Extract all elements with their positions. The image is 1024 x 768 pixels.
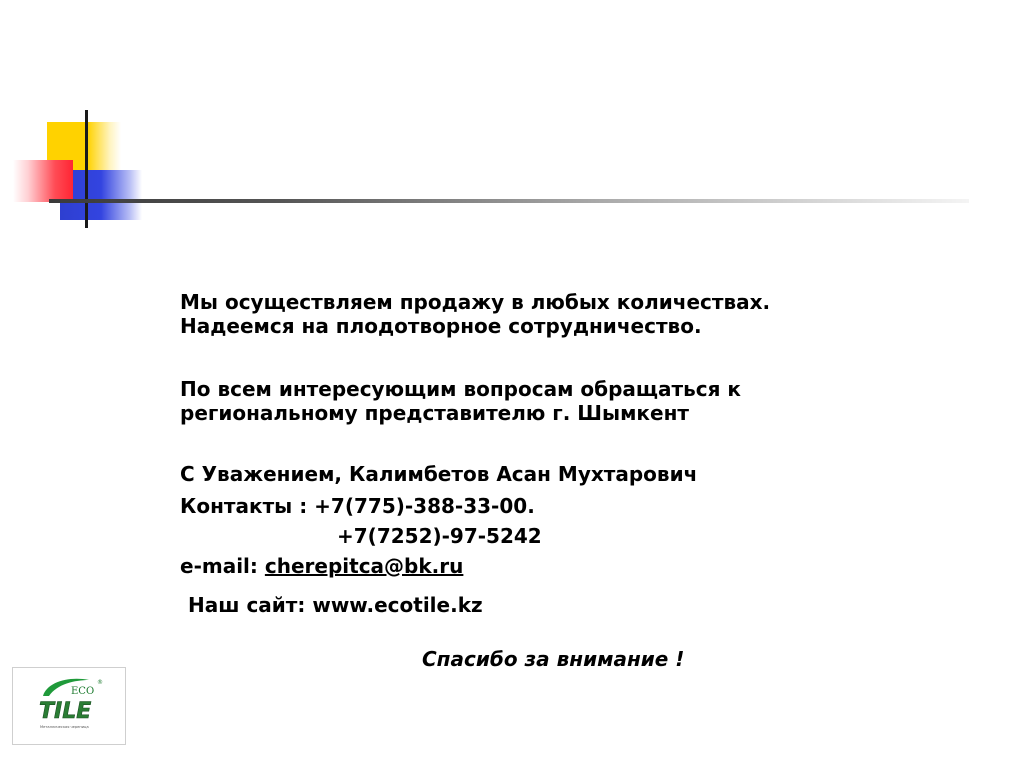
decorative-header — [0, 0, 1024, 240]
logo-tagline: Металлическая черепица — [40, 725, 89, 729]
thank-you-text: Спасибо за внимание ! — [422, 647, 685, 671]
website-line: Наш сайт: www.ecotile.kz — [188, 593, 483, 617]
message-line-3: По всем интересующим вопросам обращаться к — [180, 377, 741, 401]
email-label: e-mail: — [180, 554, 265, 578]
phone-2: +7(7252)-97-5242 — [337, 524, 542, 548]
ecotile-logo-mark — [13, 668, 125, 744]
phone-1: +7(775)-388-33-00. — [314, 494, 535, 518]
vertical-rule — [85, 110, 88, 228]
email-line — [180, 554, 697, 578]
message-line-4: региональному представителю г. Шымкент — [180, 401, 689, 425]
contact-details — [180, 462, 697, 578]
message-line-2: Надеемся на плодотворное сотрудничество. — [180, 314, 702, 338]
horizontal-rule — [49, 199, 969, 203]
contacts-label: Контакты : — [180, 494, 315, 518]
red-square — [13, 160, 73, 202]
ecotile-logo — [12, 667, 126, 745]
contacts-line — [180, 494, 697, 518]
email-link[interactable]: cherepitca@bk.ru — [264, 554, 464, 578]
logo-eco-text: ECO — [71, 686, 95, 697]
message-line-1: Мы осуществляем продажу в любых количествах. — [180, 290, 771, 314]
inquiry-message — [180, 377, 741, 425]
sales-message — [180, 290, 770, 338]
logo-registered-mark: ® — [97, 679, 103, 686]
logo-tile-text: TILE — [39, 699, 92, 724]
signature: С Уважением, Калимбетов Асан Мухтарович — [180, 462, 698, 486]
